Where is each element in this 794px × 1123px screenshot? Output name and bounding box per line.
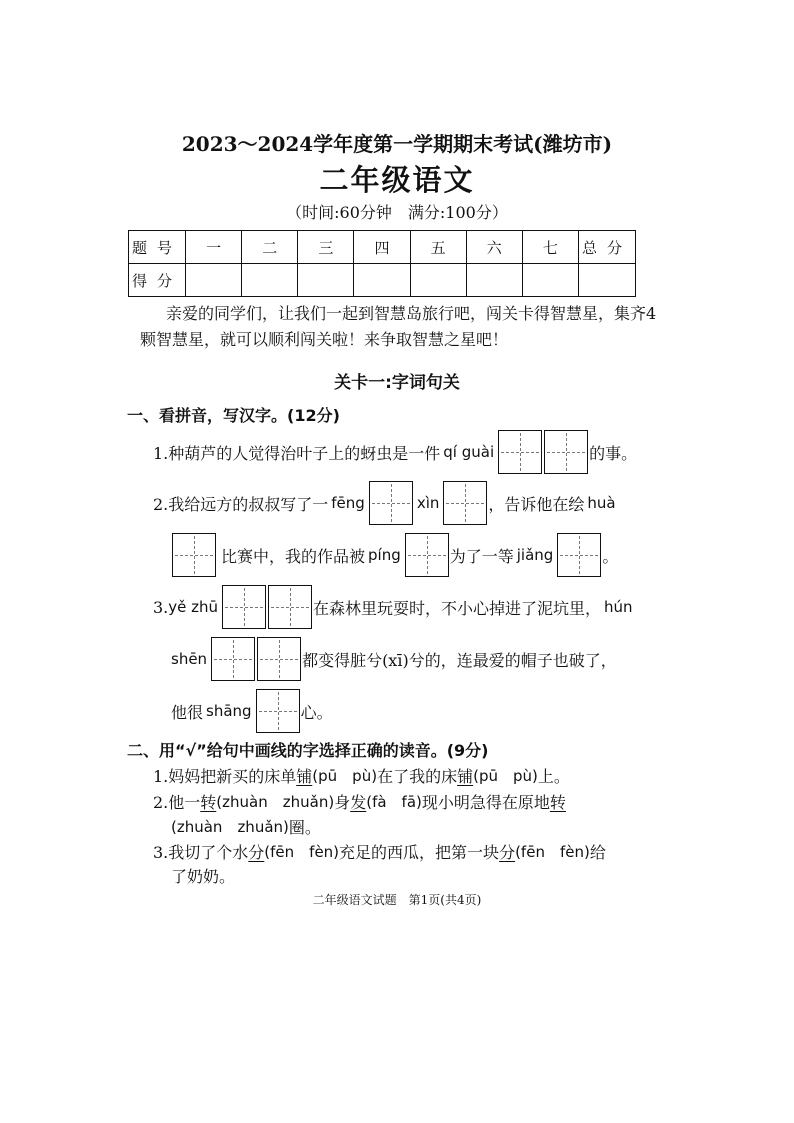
underlined-char: 分 [499, 843, 516, 862]
char-write-box[interactable] [222, 585, 266, 629]
underlined-char: 铺 [296, 767, 313, 786]
char-write-box[interactable] [369, 481, 413, 525]
question-text: 2.他一 [153, 793, 201, 812]
score-input-cell[interactable] [579, 264, 636, 297]
score-cell: 题号 [129, 231, 186, 264]
score-input-cell[interactable] [410, 264, 466, 297]
question-text: 在了我的床 [377, 767, 458, 786]
pinyin-hint: xìn [416, 494, 440, 512]
char-write-box[interactable] [172, 533, 216, 577]
score-cell: 四 [354, 231, 410, 264]
question-1-2-cont [171, 533, 618, 577]
score-cell: 五 [410, 231, 466, 264]
question-text: 心。 [300, 702, 333, 722]
pinyin-hint: huà [587, 494, 616, 512]
question-text: 为了一等 [449, 546, 514, 566]
score-cell: 总分 [579, 231, 636, 264]
underlined-char: 铺 [457, 767, 474, 786]
question-text: 3.我切了个水 [153, 843, 249, 862]
question-1-1 [153, 430, 637, 474]
question-text: 都变得脏兮(xī)兮的，连最爱的帽子也破了， [302, 650, 617, 670]
underlined-char: 转 [549, 793, 566, 812]
pinyin-hint: hún [604, 598, 633, 616]
question-1-3-cont2 [171, 689, 333, 733]
char-write-box[interactable] [211, 637, 255, 681]
question-text: 身 [334, 793, 351, 812]
score-input-cell[interactable] [354, 264, 410, 297]
question-text: 他很 [171, 702, 204, 722]
question-text: 圈。 [288, 818, 321, 837]
intro-text: 亲爱的同学们，让我们一起到智慧岛旅行吧，闯关卡得智慧星，集齐4颗智慧星，就可以顺利闯关啦！来争取智慧之星吧！ [140, 304, 657, 349]
char-write-box[interactable] [544, 430, 588, 474]
char-write-box[interactable] [443, 481, 487, 525]
char-write-box[interactable] [268, 585, 312, 629]
pinyin-options[interactable]: (fēn fèn) [264, 843, 340, 861]
pinyin-options[interactable]: (pū pù) [312, 767, 378, 785]
question-text: 了奶奶。 [171, 867, 236, 886]
score-cell: 三 [298, 231, 354, 264]
underlined-char: 发 [350, 793, 367, 812]
char-write-box[interactable] [557, 533, 601, 577]
score-input-cell[interactable] [522, 264, 578, 297]
question-text: 1.种葫芦的人觉得治叶子上的蚜虫是一件 [153, 443, 441, 463]
char-write-box[interactable] [256, 689, 300, 733]
score-table-score-row [129, 264, 636, 297]
score-cell: 得分 [129, 264, 186, 297]
stage-heading: 关卡一:字词句关 [334, 373, 460, 393]
question-1-3-cont [171, 637, 617, 681]
question-text: 给 [589, 843, 606, 862]
question-number: 3. [153, 597, 169, 617]
pinyin-hint: jiǎng [516, 546, 554, 564]
exam-time-info: （时间:60分钟 满分:100分） [286, 203, 508, 222]
char-write-box[interactable] [405, 533, 449, 577]
question-text: 比赛中，我的作品被 [221, 546, 366, 566]
question-text: 充足的西瓜，把第一块 [339, 843, 500, 862]
question-text: 的事。 [589, 443, 638, 463]
pinyin-hint: fēng [331, 494, 365, 512]
exam-subject: 二年级语文 [319, 163, 475, 197]
question-text: ，告诉他在绘 [488, 494, 585, 514]
section1-heading: 一、看拼音，写汉字。(12分) [127, 406, 340, 425]
question-text: 现小明急得在原地 [421, 793, 550, 812]
score-cell: 七 [522, 231, 578, 264]
question-text: 。 [602, 546, 619, 566]
score-input-cell[interactable] [186, 264, 242, 297]
score-cell: 二 [242, 231, 298, 264]
pinyin-hint: shēn [171, 650, 208, 668]
underlined-char: 分 [248, 843, 265, 862]
pinyin-hint: píng [368, 546, 401, 564]
section2-heading: 二、用“√”给句中画线的字选择正确的读音。(9分) [127, 741, 489, 760]
pinyin-options[interactable]: (zhuàn zhuǎn) [216, 793, 335, 811]
pinyin-hint: shāng [206, 702, 252, 720]
pinyin-options[interactable]: (fà fā) [366, 793, 422, 811]
question-2-1 [153, 764, 570, 787]
score-cell: 一 [186, 231, 242, 264]
pinyin-options[interactable]: (zhuàn zhuǎn) [171, 818, 289, 836]
page-footer: 二年级语文试题 第1页(共4页) [312, 893, 482, 907]
question-1-2 [153, 481, 619, 525]
char-write-box[interactable] [498, 430, 542, 474]
question-2-2 [153, 790, 566, 813]
question-text: 在森林里玩耍时，不小心掉进了泥坑里， [313, 598, 602, 618]
char-write-box[interactable] [257, 637, 301, 681]
score-table-header-row [129, 231, 636, 264]
pinyin-hint: qí guài [443, 443, 495, 461]
question-2-3 [153, 840, 606, 863]
score-cell: 六 [466, 231, 522, 264]
exam-title: 2023～2024学年度第一学期期末考试(潍坊市) [181, 132, 613, 156]
question-2-2-cont [171, 815, 321, 838]
pinyin-options[interactable]: (fēn fèn) [515, 843, 590, 861]
question-text: 2.我给远方的叔叔写了一 [153, 494, 329, 514]
question-1-3 [153, 585, 636, 629]
question-text: 1.妈妈把新买的床单 [153, 767, 297, 786]
score-input-cell[interactable] [242, 264, 298, 297]
pinyin-options[interactable]: (pū pù) [473, 767, 538, 785]
question-2-3-cont [171, 864, 235, 887]
underlined-char: 转 [200, 793, 217, 812]
pinyin-hint: yě zhū [168, 598, 219, 616]
score-input-cell[interactable] [298, 264, 354, 297]
question-text: 上。 [537, 767, 570, 786]
score-table [128, 230, 636, 297]
score-input-cell[interactable] [466, 264, 522, 297]
